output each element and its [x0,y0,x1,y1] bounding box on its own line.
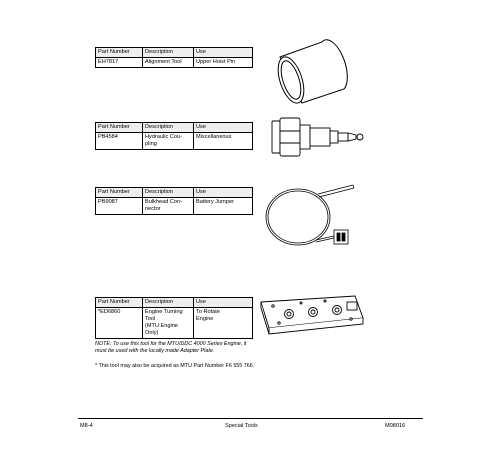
alignment-tool-illustration [270,37,354,107]
tool-table-bulkhead [95,187,253,215]
engine-turning-tool-illustration [255,292,370,337]
footer-section-title: Special Tools [225,423,258,429]
header-use: Use [194,188,253,198]
header-use: Use [194,298,253,308]
footer-page-number: M8-4 [80,423,93,429]
header-description: Description [143,123,194,133]
header-description: Description [143,188,194,198]
hydraulic-coupling-illustration [268,113,368,163]
table-row [96,307,253,338]
header-description: Description [143,298,194,308]
part-number-cell: PB9087 [96,197,143,214]
bulkhead-connector-illustration [258,180,363,255]
header-part-number: Part Number [96,48,143,58]
use-cell: Miscellaneous [194,132,253,149]
header-part-number: Part Number [96,123,143,133]
part-number-cell: *ED6860 [96,307,143,338]
table-row [96,57,253,67]
table-row [96,132,253,149]
header-part-number: Part Number [96,188,143,198]
tool-table-engine-turning [95,297,253,339]
header-use: Use [194,48,253,58]
tool-table-hydraulic [95,122,253,150]
table-row [96,197,253,214]
header-use: Use [194,123,253,133]
adapter-plate-note: NOTE: To use this tool for the MTU/DDC 4000 Series Engine, it must be used with the locally made Adapter Plate. [95,341,247,355]
description-cell: Alignment Tool [143,57,194,67]
footer-document-code: M08016 [385,423,406,429]
description-cell: Engine Turning Tool (MTU Engine Only) [143,307,194,338]
mtu-part-number-note: * This tool may also be acquired as MTU Part Number F6 555 766. [95,363,255,369]
part-number-cell: PB4584 [96,132,143,149]
header-description: Description [143,48,194,58]
use-cell: To Rotate Engine [194,307,253,338]
use-cell: Battery Jumper [194,197,253,214]
description-cell: Bulkhead Con- nector [143,197,194,214]
footer-divider [78,418,423,419]
header-part-number: Part Number [96,298,143,308]
tool-table-alignment [95,47,253,68]
description-cell: Hydraulic Cou- pling [143,132,194,149]
use-cell: Upper Hoist Pin [194,57,253,67]
part-number-cell: EH7817 [96,57,143,67]
